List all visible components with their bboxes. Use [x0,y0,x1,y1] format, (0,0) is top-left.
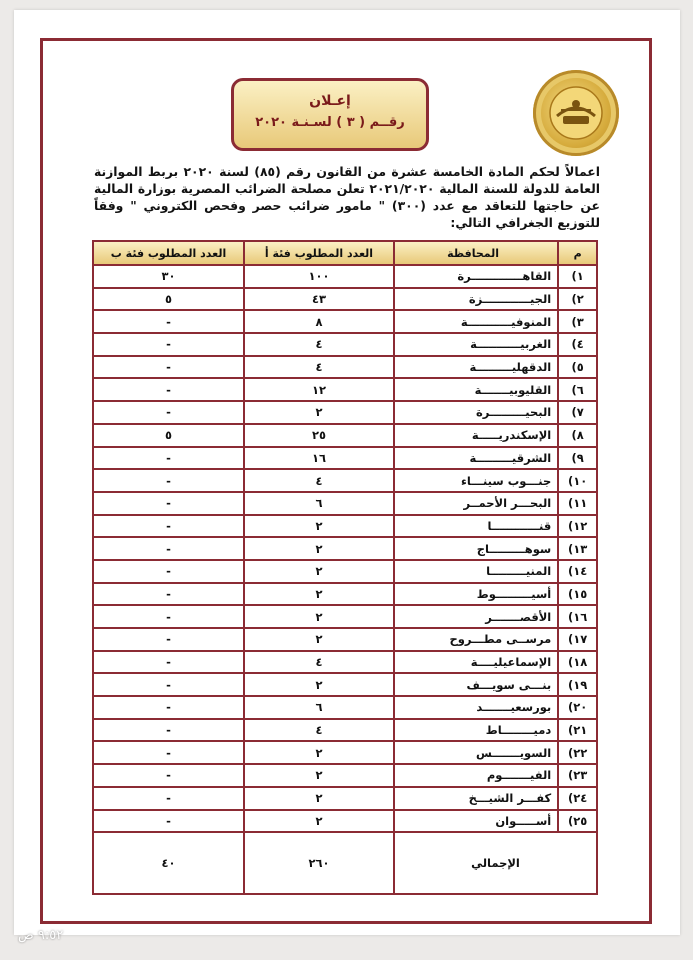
table-row [93,310,597,333]
row-governorate: القليوبيـــــــة [394,378,558,401]
row-count-a: ٢ [244,741,394,764]
total-count-a: ٢٦٠ [244,832,394,894]
row-governorate: مرســى مطـــروح [394,628,558,651]
row-number: ٢) [558,288,597,311]
row-count-a: ٢ [244,560,394,583]
row-number: ١٤) [558,560,597,583]
ministry-of-finance-seal-logo [533,70,619,156]
row-governorate: الفيـــــــوم [394,764,558,787]
row-count-b: - [93,537,244,560]
row-number: ٢٤) [558,787,597,810]
total-count-b: ٤٠ [93,832,244,894]
row-number: ٤) [558,333,597,356]
table-row [93,447,597,470]
row-number: ٥) [558,356,597,379]
row-count-a: ٤ [244,469,394,492]
header-governorate: المحافظة [394,241,558,265]
row-governorate: بنـــى سويـــف [394,673,558,696]
total-row [93,832,597,894]
row-governorate: الشرقيـــــــــة [394,447,558,470]
row-governorate: جنـــوب سينـــاء [394,469,558,492]
row-number: ٦) [558,378,597,401]
table-row [93,810,597,833]
distribution-table [92,240,598,895]
table-row [93,787,597,810]
table-row [93,401,597,424]
table-row [93,515,597,538]
row-count-b: - [93,810,244,833]
row-count-b: ٥ [93,424,244,447]
row-count-b: - [93,515,244,538]
row-governorate: سوهـــــــــاج [394,537,558,560]
row-count-a: ٤٣ [244,288,394,311]
row-count-a: ٢٥ [244,424,394,447]
row-number: ٨) [558,424,597,447]
announcement-intro-paragraph: اعمالاً لحكم المادة الخامسة عشرة من القانون رقم (٨٥) لسنة ٢٠٢٠ بربط الموازنة العامة للدولة للسنة المالية ٢٠٢١/٢٠٢٠ تعلن مصلحة الضرائب المصرية بوزارة المالية عن حاجتها للتعاقد مع عدد (٣٠٠) " مامور ضرائب حصر وفحص الكتروني " وفقاً للتوزيع الجغرافي التالي: [94,164,601,230]
row-number: ٩) [558,447,597,470]
table-row [93,696,597,719]
row-governorate: السويـــــــس [394,741,558,764]
header-number: م [558,241,597,265]
table-row [93,673,597,696]
table-row [93,492,597,515]
row-number: ٢٠) [558,696,597,719]
row-governorate: البحـــر الأحمــر [394,492,558,515]
row-governorate: أسيـــــــــوط [394,583,558,606]
table-row [93,424,597,447]
row-count-b: - [93,310,244,333]
table-row [93,265,597,288]
row-number: ١٨) [558,651,597,674]
row-count-b: - [93,787,244,810]
row-count-b: - [93,605,244,628]
status-clock: ٩:٥٢ ص [18,928,64,943]
row-governorate: المنيـــــــــا [394,560,558,583]
row-governorate: الإسكندريـــــة [394,424,558,447]
row-count-a: ١٢ [244,378,394,401]
row-count-a: ١٠٠ [244,265,394,288]
row-governorate: قنــــــــــــا [394,515,558,538]
header-count-b: العدد المطلوب فئة ب [93,241,244,265]
row-number: ١) [558,265,597,288]
row-count-a: ٢ [244,787,394,810]
row-count-a: ٦ [244,492,394,515]
row-count-a: ٤ [244,333,394,356]
row-number: ١٥) [558,583,597,606]
row-governorate: الغربيـــــــــــة [394,333,558,356]
row-count-b: - [93,583,244,606]
row-number: ١٦) [558,605,597,628]
row-governorate: القاهـــــــــــــرة [394,265,558,288]
table-row [93,719,597,742]
row-count-b: - [93,628,244,651]
row-count-a: ٨ [244,310,394,333]
row-number: ٢٥) [558,810,597,833]
row-count-a: ٢ [244,537,394,560]
table-row [93,333,597,356]
table-row [93,288,597,311]
row-count-b: - [93,333,244,356]
table-row [93,469,597,492]
row-count-a: ٤ [244,356,394,379]
row-count-b: - [93,764,244,787]
row-count-b: - [93,673,244,696]
header-count-a: العدد المطلوب فئة أ [244,241,394,265]
row-count-a: ٢ [244,673,394,696]
row-count-a: ٢ [244,628,394,651]
row-count-a: ٦ [244,696,394,719]
row-count-a: ٢ [244,764,394,787]
row-number: ١١) [558,492,597,515]
row-count-b: - [93,696,244,719]
table-row [93,628,597,651]
row-governorate: البحيـــــــــرة [394,401,558,424]
table-row [93,741,597,764]
row-count-a: ٢ [244,401,394,424]
row-count-b: ٣٠ [93,265,244,288]
row-number: ١٧) [558,628,597,651]
row-count-b: - [93,719,244,742]
table-row [93,378,597,401]
row-count-b: - [93,560,244,583]
row-number: ٢٣) [558,764,597,787]
table-row [93,764,597,787]
row-count-a: ٢ [244,515,394,538]
row-number: ١٣) [558,537,597,560]
row-count-a: ٤ [244,651,394,674]
row-count-b: ٥ [93,288,244,311]
row-count-b: - [93,378,244,401]
announcement-number: رقــم ( ٣ ) لسـنـة ٢٠٢٠ [255,115,405,130]
announcement-title-box [231,78,429,151]
table-row [93,605,597,628]
table-header-row [93,241,597,265]
row-governorate: الدقهليـــــــــة [394,356,558,379]
row-count-b: - [93,651,244,674]
row-governorate: دميــــــــاط [394,719,558,742]
row-governorate: كفـــر الشيـــخ [394,787,558,810]
announcement-title: إعـلان [309,93,351,109]
table-row [93,537,597,560]
row-count-b: - [93,356,244,379]
row-number: ٢١) [558,719,597,742]
row-governorate: الأقصـــــــر [394,605,558,628]
row-count-b: - [93,741,244,764]
row-number: ١٩) [558,673,597,696]
row-count-b: - [93,401,244,424]
row-count-a: ٢ [244,583,394,606]
table-row [93,356,597,379]
row-count-b: - [93,492,244,515]
row-count-a: ٤ [244,719,394,742]
table-row [93,560,597,583]
row-number: ٢٢) [558,741,597,764]
row-number: ١٢) [558,515,597,538]
row-governorate: المنوفيـــــــــــة [394,310,558,333]
table-row [93,583,597,606]
row-count-b: - [93,469,244,492]
row-count-a: ٢ [244,810,394,833]
row-number: ٣) [558,310,597,333]
row-count-a: ١٦ [244,447,394,470]
row-governorate: بورسعيـــــــد [394,696,558,719]
row-number: ١٠) [558,469,597,492]
row-governorate: أســـــوان [394,810,558,833]
row-governorate: الجيــــــــــــزة [394,288,558,311]
table-row [93,651,597,674]
row-number: ٧) [558,401,597,424]
row-count-a: ٢ [244,605,394,628]
row-count-b: - [93,447,244,470]
total-label: الإجمالي [394,832,597,894]
row-governorate: الإسماعيليــــة [394,651,558,674]
